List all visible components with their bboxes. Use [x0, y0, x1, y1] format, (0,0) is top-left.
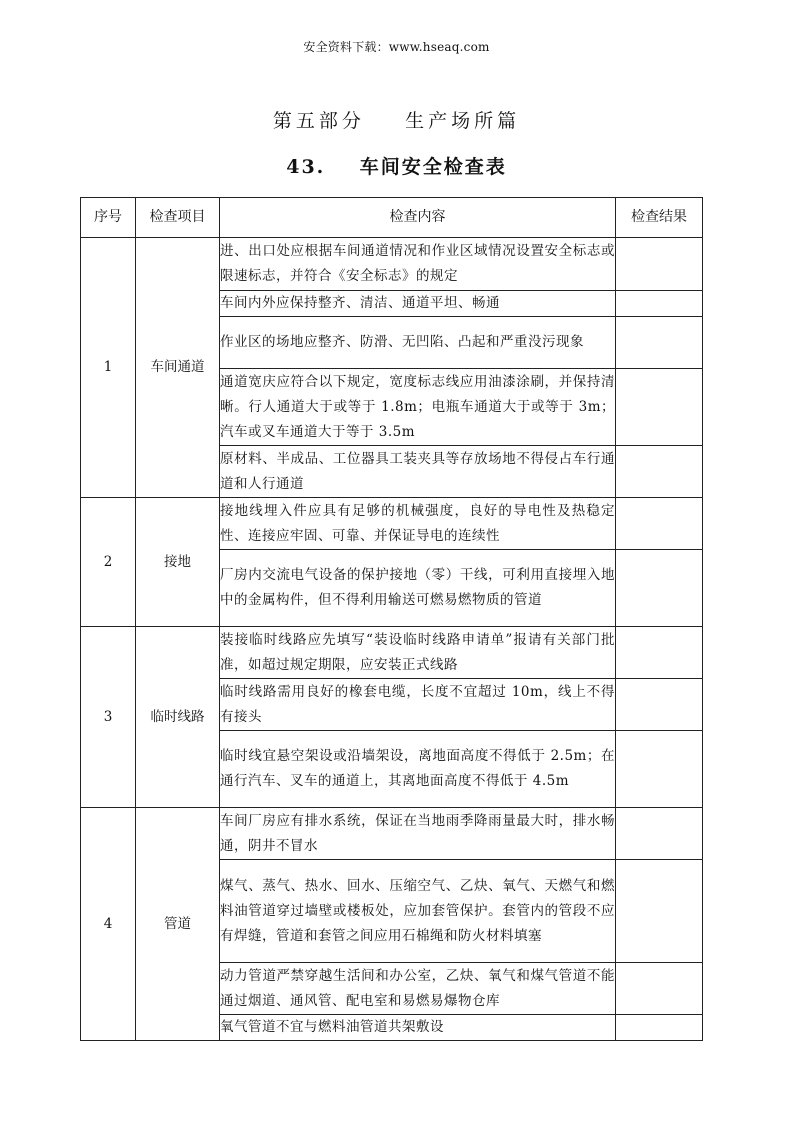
table-header-row: [81, 198, 703, 238]
check-item: 车间通道: [136, 238, 220, 498]
check-result-cell: [616, 446, 703, 498]
check-result-cell: [616, 369, 703, 446]
check-result-cell: [616, 291, 703, 317]
check-content: 煤气、蒸气、热水、回水、压缩空气、乙炔、氧气、天燃气和燃料油管道穿过墙壁或楼板处，应加套管保护。套管内的管段不应有焊缝，管道和套管之间应用石棉绳和防火材料填塞: [220, 860, 616, 963]
check-content: 动力管道严禁穿越生活间和办公室，乙炔、氧气和煤气管道不能通过烟道、通风管、配电室和易燃易爆物仓库: [220, 963, 616, 1015]
check-item: 接地: [136, 498, 220, 627]
check-result-cell: [616, 731, 703, 808]
check-result-cell: [616, 550, 703, 627]
check-content: 作业区的场地应整齐、防滑、无凹陷、凸起和严重没污现象: [220, 317, 616, 369]
table-row: [81, 808, 703, 860]
check-content: 接地线埋入件应具有足够的机械强度，良好的导电性及热稳定性、连接应牢固、可靠、并保证导电的连续性: [220, 498, 616, 550]
part-title: 第五部分 生产场所篇: [272, 110, 521, 132]
check-result-cell: [616, 317, 703, 369]
check-item: 临时线路: [136, 627, 220, 808]
row-number: 4: [81, 808, 136, 1041]
check-content: 临时线宜悬空架设或沿墙架设，离地面高度不得低于 2.5m；在通行汽车、叉车的通道上，其离地面高度不得低于 4.5m: [220, 731, 616, 808]
row-number: 2: [81, 498, 136, 627]
check-result-cell: [616, 860, 703, 963]
table-row: [81, 627, 703, 679]
check-result-cell: [616, 1015, 703, 1041]
column-header-result: 检查结果: [616, 198, 703, 238]
check-content: 厂房内交流电气设备的保护接地（零）干线，可利用直接埋入地中的金属构件，但不得利用输送可燃易燃物质的管道: [220, 550, 616, 627]
check-result-cell: [616, 679, 703, 731]
check-item: 管道: [136, 808, 220, 1041]
check-content: 氧气管道不宜与燃料油管道共架敷设: [220, 1015, 616, 1041]
table-title: 43. 车间安全检查表: [286, 156, 507, 178]
check-content: 车间内外应保持整齐、清洁、通道平坦、畅通: [220, 291, 616, 317]
check-result-cell: [616, 627, 703, 679]
check-result-cell: [616, 808, 703, 860]
check-result-cell: [616, 963, 703, 1015]
column-header-number: 序号: [81, 198, 136, 238]
table-row: [81, 498, 703, 550]
row-number: 3: [81, 627, 136, 808]
column-header-item: 检查项目: [136, 198, 220, 238]
check-content: 车间厂房应有排水系统，保证在当地雨季降雨量最大时，排水畅通，阴井不冒水: [220, 808, 616, 860]
check-content: 原材料、半成品、工位器具工装夹具等存放场地不得侵占车行通道和人行通道: [220, 446, 616, 498]
row-number: 1: [81, 238, 136, 498]
column-header-content: 检查内容: [220, 198, 616, 238]
check-result-cell: [616, 238, 703, 291]
check-content: 通道宽庆应符合以下规定，宽度标志线应用油漆涂刷，并保持清晰。行人通道大于或等于 1.8m；电瓶车通道大于或等于 3m；汽车或叉车通道大于等于 3.5m: [220, 369, 616, 446]
site-header: 安全资料下载：www.hseaq.com: [303, 40, 490, 54]
check-content: 临时线路需用良好的橡套电缆，长度不宜超过 10m，线上不得有接头: [220, 679, 616, 731]
check-result-cell: [616, 498, 703, 550]
inspection-table: [80, 197, 703, 1041]
check-content: 进、出口处应根据车间通道情况和作业区域情况设置安全标志或限速标志，并符合《安全标志》的规定: [220, 238, 616, 291]
table-row: [81, 238, 703, 291]
check-content: 装接临时线路应先填写“装设临时线路申请单”报请有关部门批准，如超过规定期限，应安装正式线路: [220, 627, 616, 679]
